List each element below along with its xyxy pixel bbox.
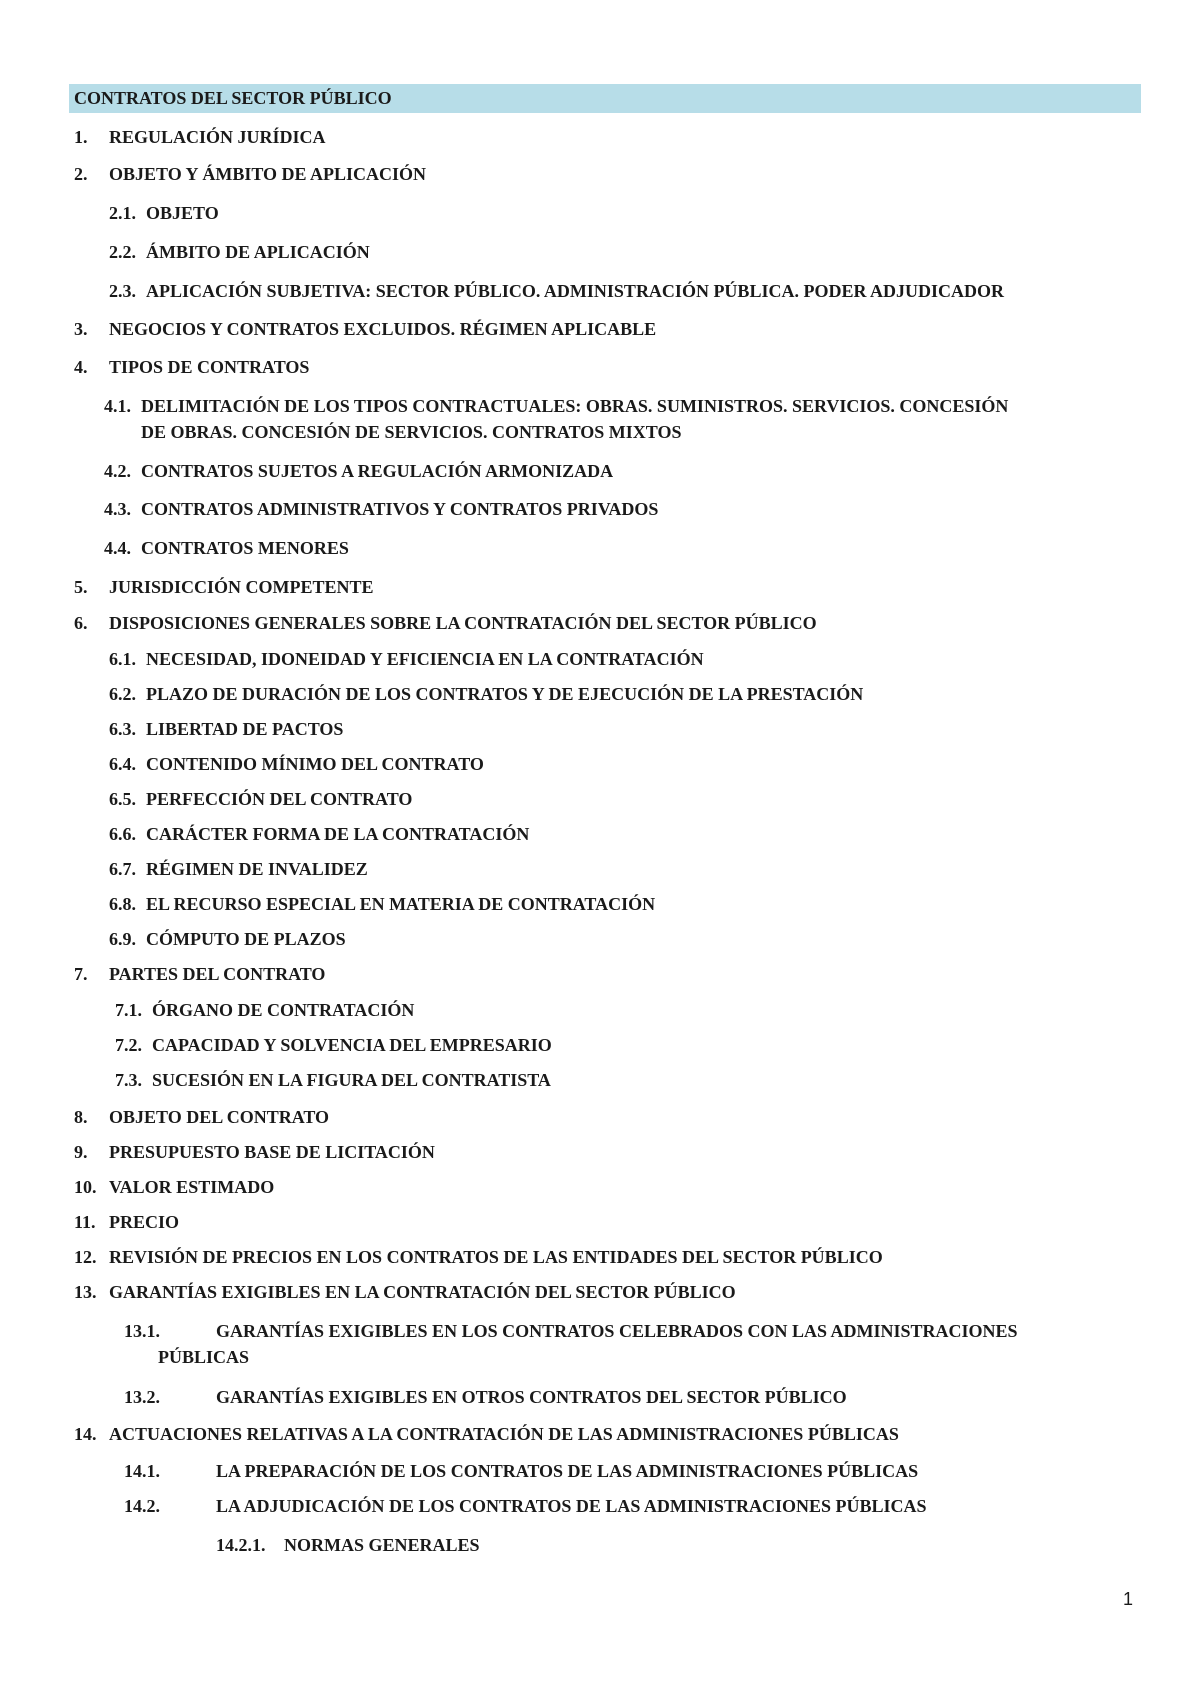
toc-entry-number: 6.9. <box>109 929 136 949</box>
toc-entry-title: CONTRATOS ADMINISTRATIVOS Y CONTRATOS PRIVADOS <box>141 499 659 519</box>
toc-entry-number: 14.1. <box>124 1461 160 1481</box>
toc-entry-title: CARÁCTER FORMA DE LA CONTRATACIÓN <box>146 824 530 844</box>
toc-entry-title: LIBERTAD DE PACTOS <box>146 719 344 739</box>
toc-entry-number: 6.4. <box>109 754 136 774</box>
toc-entry-number: 1. <box>74 127 88 147</box>
toc-entry-title: GARANTÍAS EXIGIBLES EN LOS CONTRATOS CELEBRADOS CON LAS ADMINISTRACIONES <box>216 1321 1018 1341</box>
toc-entry-title: VALOR ESTIMADO <box>109 1177 275 1197</box>
toc-entry-number: 3. <box>74 319 88 339</box>
toc-entry-number: 6.8. <box>109 894 136 914</box>
toc-entry-number: 7.2. <box>115 1035 142 1055</box>
toc-entry-title: ÓRGANO DE CONTRATACIÓN <box>152 1000 415 1020</box>
toc-entry-number: 11. <box>74 1212 96 1232</box>
toc-entry-number: 7.3. <box>115 1070 142 1090</box>
toc-entry-number: 14.2.1. <box>216 1535 266 1555</box>
toc-entry-title: NEGOCIOS Y CONTRATOS EXCLUIDOS. RÉGIMEN APLICABLE <box>109 319 657 339</box>
toc-entry-number: 5. <box>74 577 88 597</box>
toc-entry-number: 4. <box>74 357 88 377</box>
toc-entry-title-continuation: PÚBLICAS <box>158 1347 250 1367</box>
toc-entry-title: JURISDICCIÓN COMPETENTE <box>109 577 374 597</box>
toc-entry-number: 9. <box>74 1142 88 1162</box>
toc-entry-number: 6.3. <box>109 719 136 739</box>
toc-entry-title: TIPOS DE CONTRATOS <box>109 357 310 377</box>
toc-entry-number: 6.1. <box>109 649 136 669</box>
toc-entry-number: 12. <box>74 1247 97 1267</box>
toc-entry-title-continuation: DE OBRAS. CONCESIÓN DE SERVICIOS. CONTRATOS MIXTOS <box>141 422 682 442</box>
toc-entry-title: CÓMPUTO DE PLAZOS <box>146 929 346 949</box>
toc-entry-title: DELIMITACIÓN DE LOS TIPOS CONTRACTUALES: OBRAS. SUMINISTROS. SERVICIOS. CONCESIÓN <box>141 396 1009 416</box>
toc-entry-title: GARANTÍAS EXIGIBLES EN LA CONTRATACIÓN DEL SECTOR PÚBLICO <box>109 1282 736 1302</box>
toc-entry-title: EL RECURSO ESPECIAL EN MATERIA DE CONTRATACIÓN <box>146 894 656 914</box>
toc-entry-title: REGULACIÓN JURÍDICA <box>109 127 326 147</box>
toc-entry-number: 4.2. <box>104 461 131 481</box>
toc-entry-number: 4.3. <box>104 499 131 519</box>
document-title: CONTRATOS DEL SECTOR PÚBLICO <box>74 88 392 108</box>
toc-entry-number: 6. <box>74 613 88 633</box>
toc-entry-title: CONTRATOS SUJETOS A REGULACIÓN ARMONIZADA <box>141 461 614 481</box>
toc-entry-number: 14.2. <box>124 1496 160 1516</box>
toc-entry-number: 14. <box>74 1424 97 1444</box>
toc-entry-number: 13. <box>74 1282 97 1302</box>
toc-entry-number: 6.6. <box>109 824 136 844</box>
toc-entry-title: OBJETO DEL CONTRATO <box>109 1107 330 1127</box>
toc-entry-number: 6.5. <box>109 789 136 809</box>
toc-entry-number: 8. <box>74 1107 88 1127</box>
toc-entry-number: 6.7. <box>109 859 136 879</box>
toc-entry-number: 4.4. <box>104 538 131 558</box>
toc-entry-number: 2.1. <box>109 203 136 223</box>
toc-entry-number: 13.2. <box>124 1387 160 1407</box>
toc-entry-title: CONTRATOS MENORES <box>141 538 349 558</box>
toc-entry-number: 10. <box>74 1177 97 1197</box>
toc-entry-title: OBJETO Y ÁMBITO DE APLICACIÓN <box>109 164 427 184</box>
toc-entry-number: 13.1. <box>124 1321 160 1341</box>
toc-entry-title: NORMAS GENERALES <box>284 1535 480 1555</box>
toc-entry-title: APLICACIÓN SUBJETIVA: SECTOR PÚBLICO. ADMINISTRACIÓN PÚBLICA. PODER ADJUDICADOR <box>146 281 1004 301</box>
toc-entry-number: 2.2. <box>109 242 136 262</box>
toc-entry-title: PRECIO <box>109 1212 180 1232</box>
toc-entry-title: LA PREPARACIÓN DE LOS CONTRATOS DE LAS ADMINISTRACIONES PÚBLICAS <box>216 1461 919 1481</box>
toc-entry-title: PLAZO DE DURACIÓN DE LOS CONTRATOS Y DE EJECUCIÓN DE LA PRESTACIÓN <box>146 684 864 704</box>
toc-entry-title: REVISIÓN DE PRECIOS EN LOS CONTRATOS DE LAS ENTIDADES DEL SECTOR PÚBLICO <box>109 1247 883 1267</box>
toc-entry-title: PARTES DEL CONTRATO <box>109 964 326 984</box>
toc-entry-number: 6.2. <box>109 684 136 704</box>
toc-entry-title: PERFECCIÓN DEL CONTRATO <box>146 789 413 809</box>
toc-entry-title: CAPACIDAD Y SOLVENCIA DEL EMPRESARIO <box>152 1035 552 1055</box>
toc-entry-title: RÉGIMEN DE INVALIDEZ <box>146 859 368 879</box>
toc-entry-title: NECESIDAD, IDONEIDAD Y EFICIENCIA EN LA CONTRATACIÓN <box>146 649 704 669</box>
toc-entry-title: DISPOSICIONES GENERALES SOBRE LA CONTRATACIÓN DEL SECTOR PÚBLICO <box>109 613 817 633</box>
toc-entry-title: GARANTÍAS EXIGIBLES EN OTROS CONTRATOS DEL SECTOR PÚBLICO <box>216 1387 847 1407</box>
toc-entry-title: LA ADJUDICACIÓN DE LOS CONTRATOS DE LAS ADMINISTRACIONES PÚBLICAS <box>216 1496 927 1516</box>
page-number: 1 <box>1123 1589 1134 1609</box>
toc-entry-number: 2. <box>74 164 88 184</box>
toc-entry-number: 7.1. <box>115 1000 142 1020</box>
toc-entry-title: ÁMBITO DE APLICACIÓN <box>146 242 370 262</box>
toc-entry-number: 4.1. <box>104 396 131 416</box>
toc-entry-title: OBJETO <box>146 203 219 223</box>
toc-entry-title: SUCESIÓN EN LA FIGURA DEL CONTRATISTA <box>152 1070 551 1090</box>
toc-entry-number: 2.3. <box>109 281 136 301</box>
toc-entry-number: 7. <box>74 964 88 984</box>
toc-entry-title: PRESUPUESTO BASE DE LICITACIÓN <box>109 1142 435 1162</box>
toc-entry-title: ACTUACIONES RELATIVAS A LA CONTRATACIÓN DE LAS ADMINISTRACIONES PÚBLICAS <box>109 1424 899 1444</box>
toc-entry-title: CONTENIDO MÍNIMO DEL CONTRATO <box>146 754 484 774</box>
